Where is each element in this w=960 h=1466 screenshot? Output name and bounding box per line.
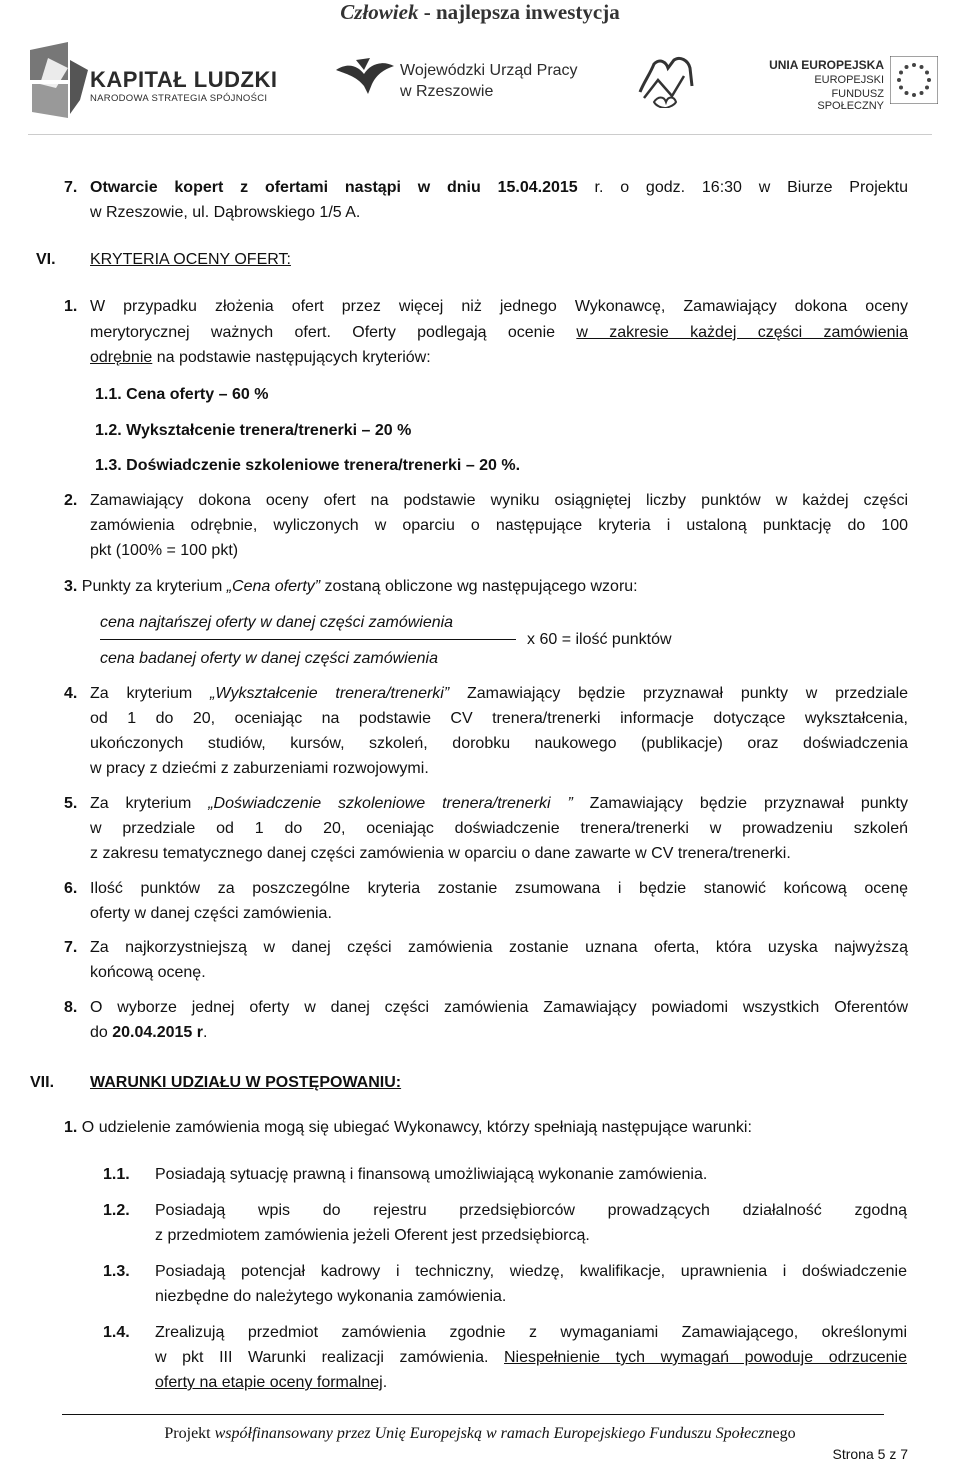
section-number: VII. (30, 1074, 55, 1091)
condition-1-3-line1: Posiadają potencjał kadrowy i techniczny, wiedzę, kwalifikacje, uprawnienia i doświadczenie (155, 1263, 907, 1280)
paragraph-number: 6. (64, 880, 78, 897)
paragraph-number: 1. (64, 298, 78, 315)
p4-line3: ukończonych studiów, kursów, szkoleń, dorobku naukowego (publikacje) oraz doświadczenia (90, 735, 908, 752)
ue-logo: UNIA EUROPEJSKA EUROPEJSKI FUNDUSZ SPOŁECZNY (756, 52, 936, 112)
p8-line2: do 20.04.2015 r. (90, 1024, 208, 1041)
header-divider (28, 134, 932, 135)
condition-1-4-line1: Zrealizują przedmiot zamówienia zgodnie z wymaganiami Zamawiającego, określonymi (155, 1324, 907, 1341)
footer-divider (62, 1414, 884, 1415)
p6-line2: oferty w danej części zamówienia. (90, 905, 332, 922)
condition-number: 1.1. (103, 1166, 130, 1183)
p5-line2: w przedziale od 1 do 20, oceniając doświadczenie trenera/trenerki w prowadzeniu szkoleń (90, 820, 908, 837)
condition-number: 1.2. (103, 1202, 130, 1219)
p5-line3: z zakresu tematycznego danej części zamówienia w oparciu o dane zawarte w CV trenera/trenerki. (90, 845, 791, 862)
section-heading: KRYTERIA OCENY OFERT: (90, 251, 291, 268)
paragraph-number: 5. (64, 795, 78, 812)
p6-line1: Ilość punktów za poszczególne kryteria zostanie zsumowana i będzie stanowić końcową ocenę (90, 880, 908, 897)
formula-fraction-line (100, 639, 516, 640)
paragraph-number: 2. (64, 492, 78, 509)
formula-numerator: cena najtańszej oferty w danej części zamówienia (100, 614, 454, 631)
section-number: VI. (36, 251, 56, 268)
p1-line2: merytorycznej ważnych ofert. Oferty podlegają ocenie w zakresie każdej części zamówienia (90, 324, 908, 341)
criterion-education: 1.2. Wykształcenie trenera/trenerki – 20 % (95, 422, 412, 439)
page-number: Strona 5 z 7 (832, 1446, 908, 1462)
condition-1-4-line3: oferty na etapie oceny formalnej. (155, 1374, 388, 1391)
condition-1-1: Posiadają sytuację prawną i finansową umożliwiającą wykonanie zamówienia. (155, 1166, 708, 1183)
p4-line2: od 1 do 20, oceniając na podstawie CV trenera/trenerki informacje dotyczące wykształcenia, (90, 710, 908, 727)
condition-1-4-line2: w pkt III Warunki realizacji zamówienia. Niespełnienie tych wymagań powoduje odrzucenie (155, 1349, 907, 1366)
wup-logo: Wojewódzki Urząd Pracy w Rzeszowie (334, 52, 594, 112)
paragraph-number: 7. (64, 939, 78, 956)
eagle-icon (334, 56, 396, 96)
kapital-ludzki-emblem-icon (28, 40, 94, 120)
p2-line2: zamówienia odrębnie, wyliczonych w oparciu o następujące kryteria i ustaloną punktację do 100 (90, 517, 908, 534)
p8-line1: O wyborze jednej oferty w danej części zamówienia Zamawiający powiadomi wszystkich Oferentów (90, 999, 908, 1016)
p1-line1: W przypadku złożenia ofert przez więcej niż jednego Wykonawcę, Zamawiający dokona oceny (90, 298, 908, 315)
formula-denominator: cena badanej oferty w danej części zamówienia (100, 650, 438, 667)
item-number: 7. (64, 179, 78, 196)
formula-result: x 60 = ilość punktów (527, 631, 672, 648)
p2-line3: pkt (100% = 100 pkt) (90, 542, 239, 559)
p3-line1: 3. Punkty za kryterium „Cena oferty” zostaną obliczone wg następującego wzoru: (64, 578, 638, 595)
project-emblem-icon (634, 52, 696, 108)
section-heading: WARUNKI UDZIAŁU W POSTĘPOWANIU: (90, 1074, 402, 1091)
paragraph-number: 4. (64, 685, 78, 702)
item7-line1: Otwarcie kopert z ofertami nastąpi w dniu 15.04.2015 r. o godz. 16:30 w Biurze Projektu (90, 179, 909, 196)
item7-line2: w Rzeszowie, ul. Dąbrowskiego 1/5 A. (90, 204, 361, 221)
condition-number: 1.4. (103, 1324, 130, 1341)
s7-p1: 1. O udzielenie zamówienia mogą się ubiegać Wykonawcy, którzy spełniają następujące warunki: (64, 1119, 752, 1136)
condition-number: 1.3. (103, 1263, 130, 1280)
criterion-price: 1.1. Cena oferty – 60 % (95, 386, 269, 403)
condition-1-3-line2: niezbędne do należytego wykonania zamówienia. (155, 1288, 507, 1305)
kapital-ludzki-logo: KAPITAŁ LUDZKI NARODOWA STRATEGIA SPÓJNOŚCI (28, 40, 278, 120)
p4-line4: w pracy z dziećmi z zaburzeniami rozwojowymi. (90, 760, 429, 777)
condition-1-2-line1: Posiadają wpis do rejestru przedsiębiorców prowadzących działalność zgodną (155, 1202, 907, 1219)
p7-line1: Za najkorzystniejszą w danej części zamówienia zostanie uznana oferta, która uzyska najwyższą (90, 939, 908, 956)
header-title: Człowiek - najlepsza inwestycja (340, 0, 620, 24)
criterion-experience: 1.3. Doświadczenie szkoleniowe trenera/trenerki – 20 %. (95, 457, 521, 474)
paragraph-number: 8. (64, 999, 78, 1016)
p7-line2: końcową ocenę. (90, 964, 206, 981)
project-emblem (634, 52, 696, 108)
p2-line1: Zamawiający dokona oceny ofert na podstawie wyniku osiągniętej liczby punktów w każdej części (90, 492, 908, 509)
p4-line1: Za kryterium „Wykształcenie trenera/trenerki” Zamawiający będzie przyznawał punkty w przedziale (90, 685, 909, 702)
p1-line3: odrębnie na podstawie następujących kryteriów: (90, 349, 431, 366)
condition-1-2-line2: z przedmiotem zamówienia jeżeli Oferent jest przedsiębiorcą. (155, 1227, 590, 1244)
footer-text: Projekt współfinansowany przez Unię Europejską w ramach Europejskiego Funduszu Społecznego (164, 1425, 796, 1442)
p5-line1: Za kryterium „Doświadczenie szkoleniowe trenera/trenerki ” Zamawiający będzie przyznawał punkty (90, 795, 908, 812)
eu-stars-icon (890, 56, 938, 104)
